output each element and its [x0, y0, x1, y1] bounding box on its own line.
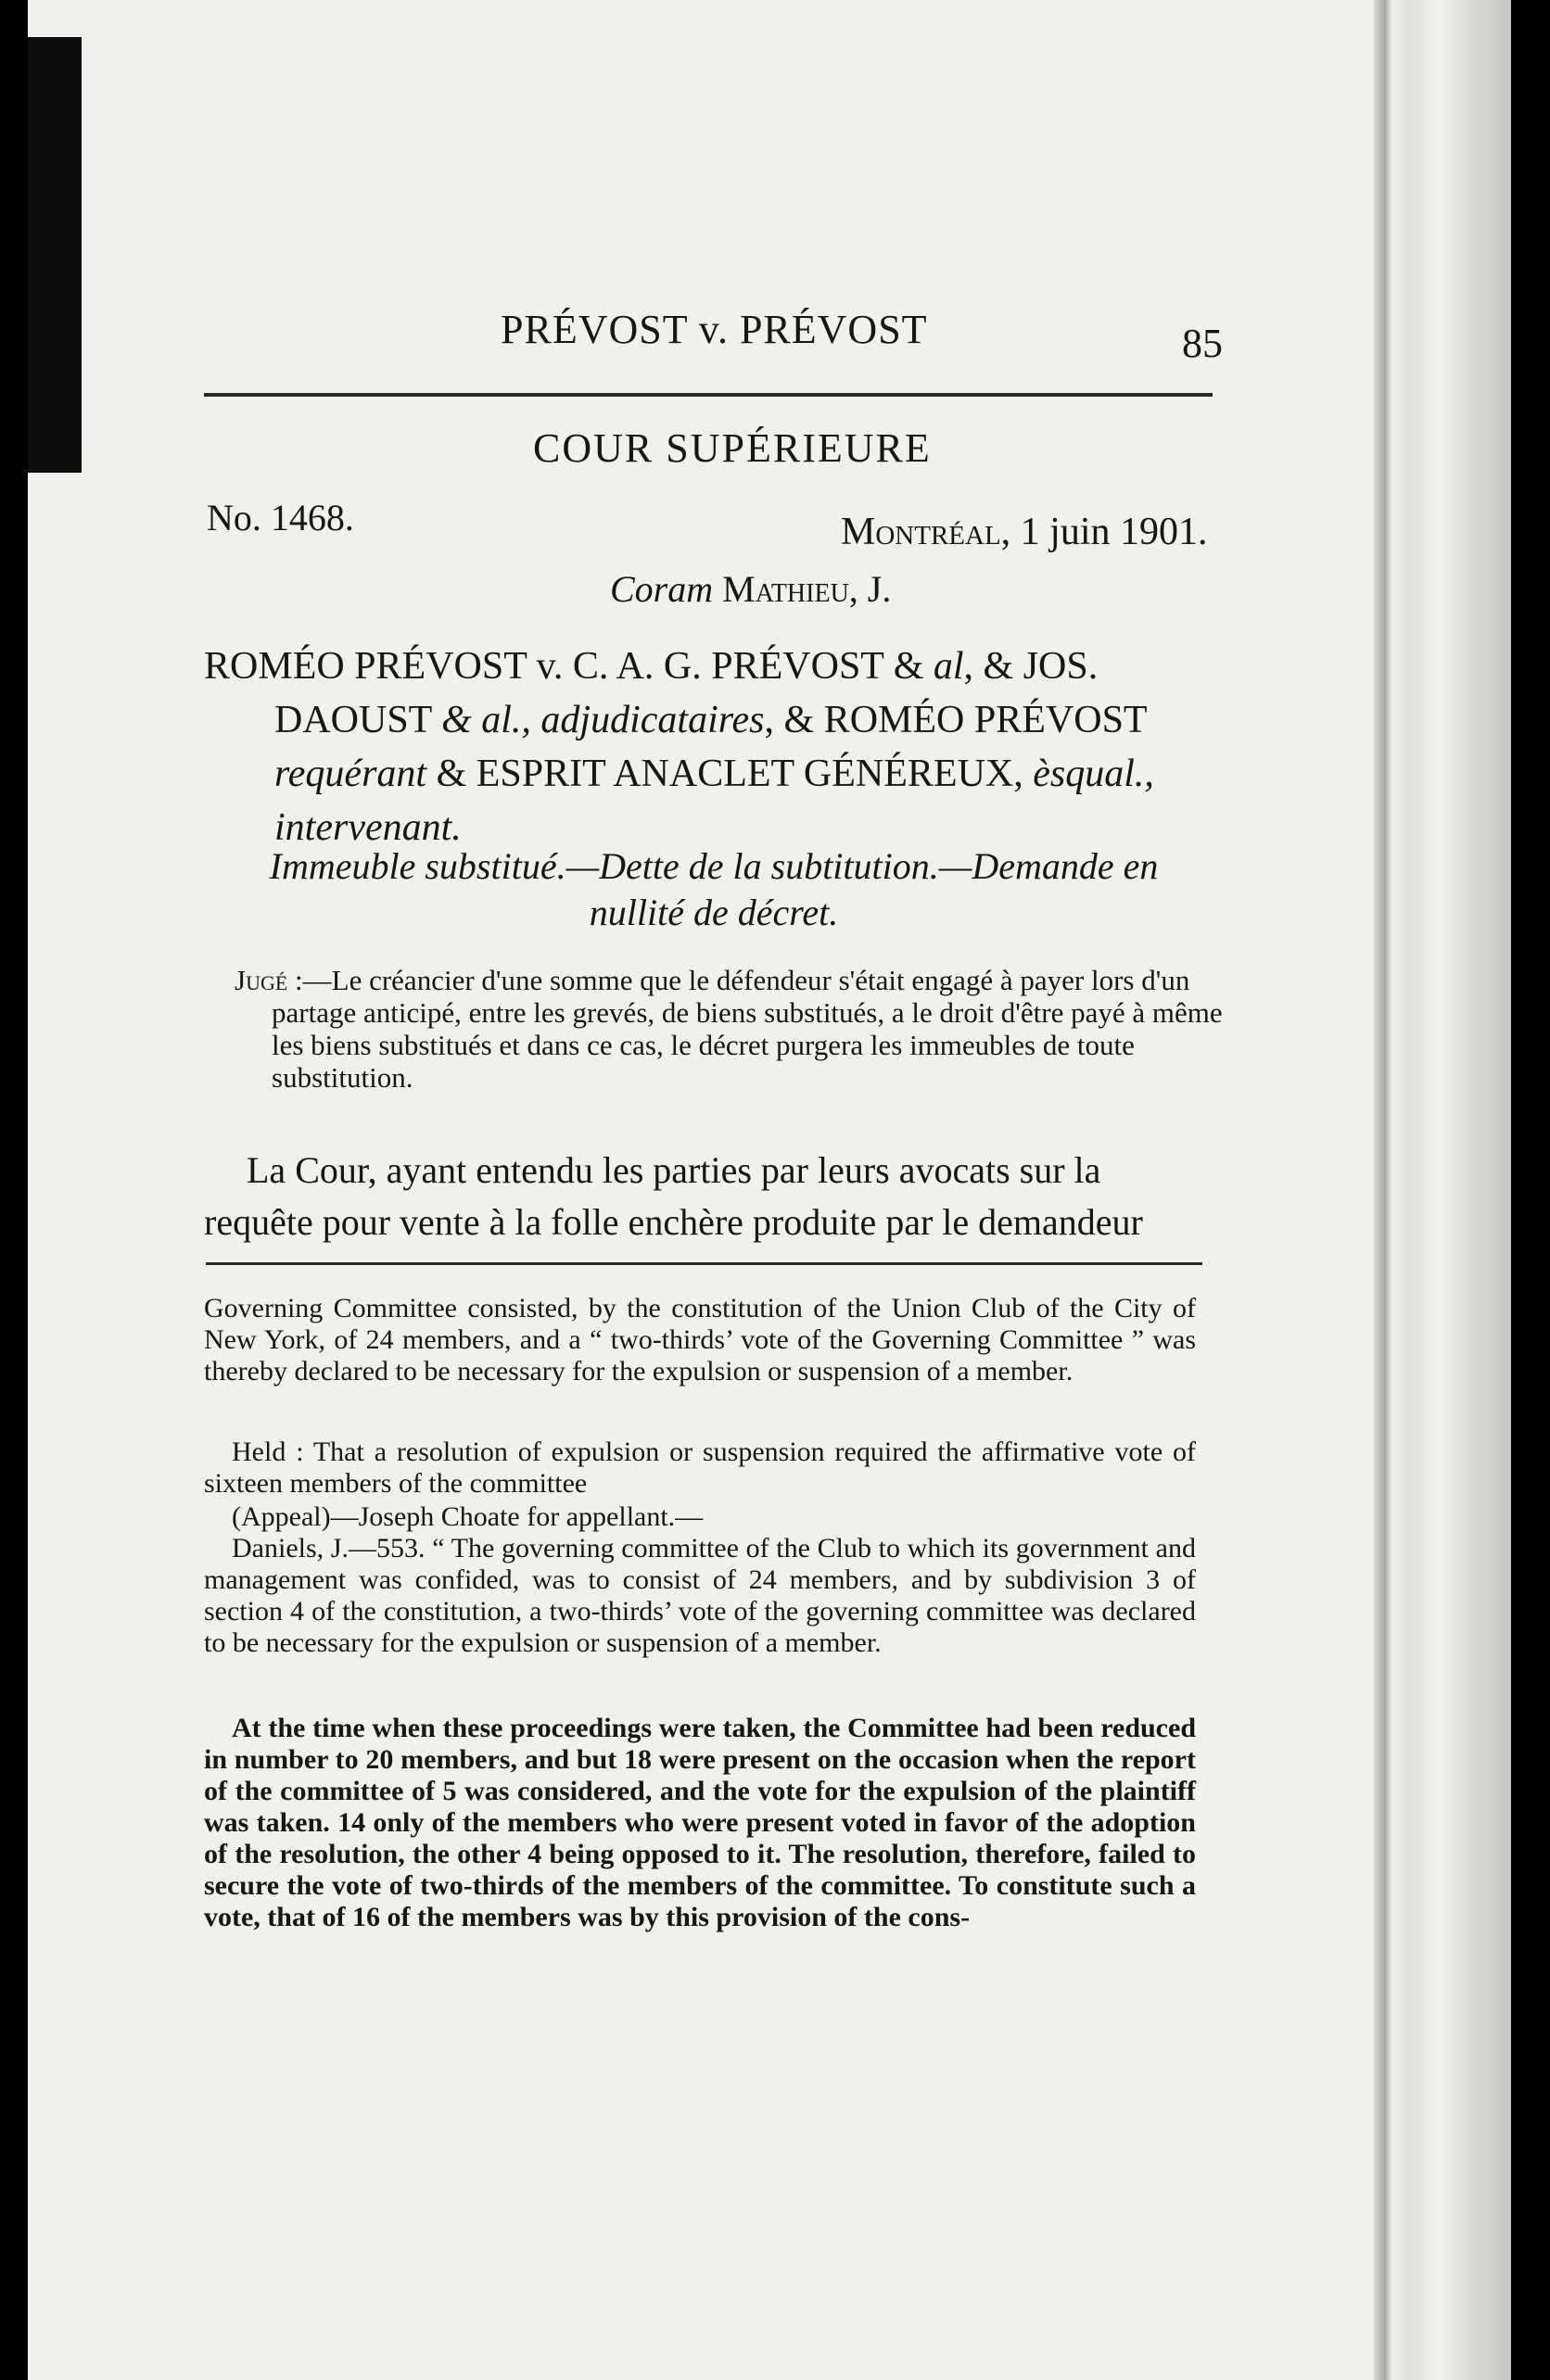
- footnote-paragraph-5: At the time when these proceedings were taken, the Committee had been reduced in number to 20 members, and but 18 were present on the occasion when the report of the committee of 5 was considered, and the vote for the expulsion of the plaintiff was taken. 14 only of the members who were present voted in favor of the adoption of the resolution, the other 4 being opposed to it. The resolution, therefore, failed to secure the vote of two-thirds of the members of the committee. To constitute such a vote, that of 16 of the members was by this provision of the cons-: [204, 1713, 1196, 1932]
- holding-text: :—Le créancier d'une somme que le défendeur s'était engagé à payer lors d'un partage anticipé, entre les grevés, de biens substitués, a le droit d'être payé à même les biens substitués et dans ce cas, le décret purgera les immeubles de toute substitution.: [272, 964, 1223, 1094]
- case-number: No. 1468.: [207, 497, 354, 538]
- date: , 1 juin 1901.: [1000, 511, 1208, 553]
- case-parties: [204, 639, 1214, 855]
- parties-5: , & ROMÉO PRÉVOST: [764, 699, 1147, 741]
- parties-3: , & JOS. DAOUST: [274, 645, 1099, 741]
- coram-line: [610, 567, 891, 611]
- parties-2: al: [933, 645, 964, 688]
- footnote-paragraph-2: Held : That a resolution of expulsion or suspension required the affirmative vote of sixteen members of the committee: [204, 1437, 1196, 1499]
- case-subject: Immeuble substitué.—Dette de la subtitution.—Demande en nullité de décret.: [269, 845, 1159, 933]
- running-head: PRÉVOST v. PRÉVOST: [501, 307, 928, 352]
- footnote-paragraph-4: Daniels, J.—553. “ The governing committee of the Club to which its government and management was confided, was to consist of 24 members, and by subdivision 3 of section 4 of the constitution, a two-thirds’ vote of the governing committee was declared to be necessary for the expulsion or suspension of a member.: [204, 1533, 1196, 1658]
- holding-label: Jugé: [235, 964, 288, 996]
- left-margin-shadow: [28, 37, 82, 473]
- footnote-paragraph-3: (Appeal)—Joseph Choate for appellant.—: [232, 1501, 704, 1532]
- scanned-page: [28, 0, 1511, 2380]
- parties-7: & ESPRIT ANACLET GÉNÉREUX,: [426, 753, 1034, 795]
- page-number: 85: [1182, 321, 1223, 366]
- body-text: La Cour, ayant entendu les parties par leurs avocats sur la requête pour vente à la folle enchère produite par le demandeur: [204, 1149, 1143, 1243]
- place: Montréal: [841, 511, 1001, 553]
- footnote-rule: [206, 1262, 1202, 1265]
- parties-8: èsqual., intervenant.: [274, 753, 1154, 849]
- court-title: COUR SUPÉRIEURE: [533, 425, 932, 471]
- book-page-edge: [1374, 0, 1511, 2380]
- coram-suffix: , J.: [848, 568, 892, 610]
- holding: [235, 964, 1250, 1094]
- coram-judge: Mathieu: [722, 568, 849, 610]
- header-rule: [204, 393, 1213, 397]
- footnote-paragraph-1: Governing Committee consisted, by the constitution of the Union Club of the City of New York, of 24 members, and a “ two-thirds’ vote of the Governing Committee ” was thereby declared to be necessary for the expulsion or suspension of a member.: [204, 1293, 1196, 1386]
- place-date: [841, 510, 1208, 554]
- parties-4: & al., adjudicataires: [441, 699, 765, 741]
- parties-6: requérant: [274, 753, 427, 795]
- coram-prefix: Coram: [610, 568, 714, 610]
- parties-1: ROMÉO PRÉVOST v. C. A. G. PRÉVOST &: [204, 645, 934, 688]
